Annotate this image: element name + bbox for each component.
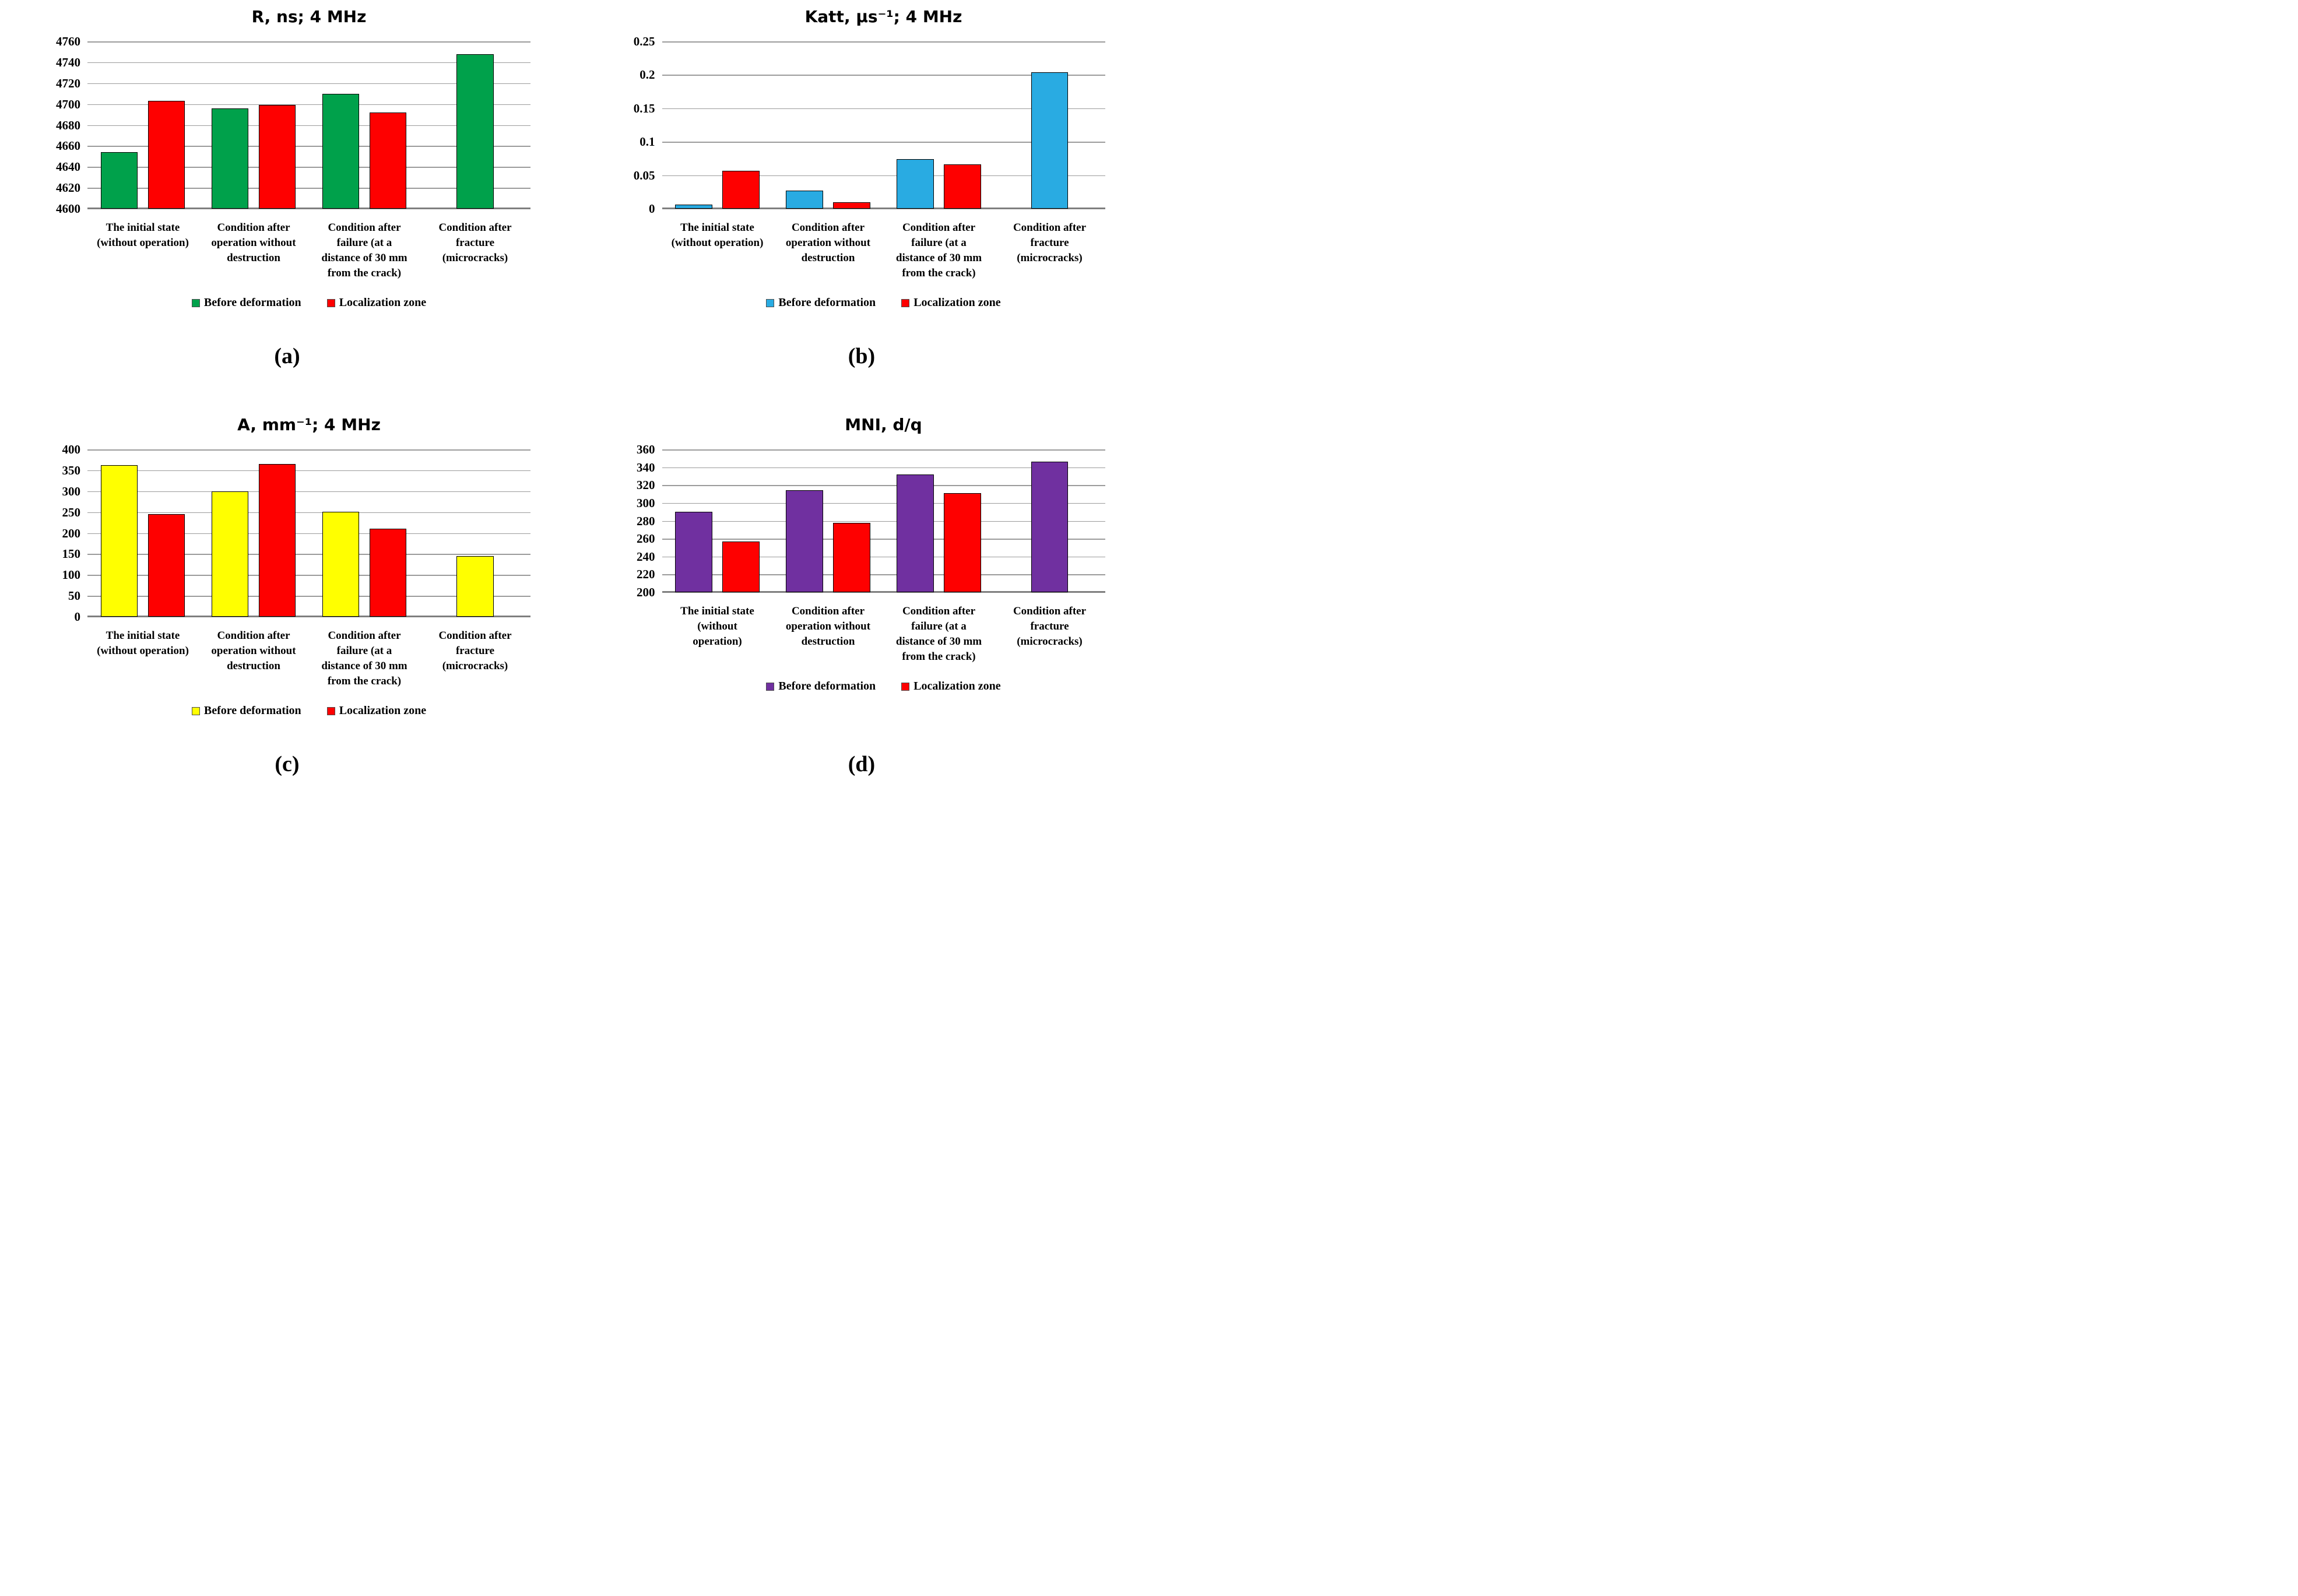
y-tick-label: 340 [637,460,655,474]
plot-grid [662,449,1105,592]
y-tick-label: 4760 [56,34,80,48]
y-axis [619,34,662,216]
x-category-label-line: The initial state [106,222,180,234]
y-tick-label: 4740 [56,55,80,69]
x-category-label-line: operation) [693,635,742,648]
legend-swatch-icon [766,299,774,307]
bar-before-deformation [897,159,934,209]
legend [87,704,530,718]
legend-item [192,296,301,310]
chart-title: MNI, d/q [845,415,922,434]
y-tick-label: 0 [649,202,655,216]
x-category-label-line: The initial state [680,222,754,234]
gridline [662,41,1105,43]
legend-item [901,296,1000,310]
legend-label: Before deformation [778,680,876,692]
x-category-label-line: Condition after [217,630,290,642]
bar-localization-zone [259,105,296,209]
y-tick-label: 220 [637,567,655,582]
legend-label: Localization zone [913,296,1001,309]
y-axis [619,442,662,599]
panel-letter: (b) [848,344,876,368]
legend-label: Localization zone [339,296,427,309]
x-category-label-line: Condition after [328,630,401,642]
bar-localization-zone [944,493,981,592]
x-category-label-line: from the crack) [902,267,976,279]
legend-swatch-icon [327,707,335,715]
y-tick-label: 100 [62,568,80,582]
x-category-label-line: from the crack) [327,675,402,687]
gridline [87,470,530,472]
x-category-label-line: (microcracks) [1017,252,1083,264]
y-tick-label: 0 [74,610,80,624]
y-tick-label: 150 [62,547,80,561]
y-tick-label: 0.05 [633,168,655,182]
bar-before-deformation [212,108,249,209]
bar-localization-zone [370,529,407,617]
bar-localization-zone [722,171,760,209]
legend-item [327,704,426,718]
chart-panel-d [619,408,1105,798]
x-category-label-line: Condition after [217,222,290,234]
bar-before-deformation [456,54,494,209]
x-category-label-line: (without operation) [97,645,189,657]
x-category-label-line: (without [697,620,737,632]
x-category-label-line: Condition after [1013,605,1087,617]
y-tick-label: 4620 [56,181,80,195]
gridline [87,41,530,43]
x-axis-labels [662,220,1105,283]
x-category-label-line: destruction [801,252,855,264]
legend-label: Before deformation [778,296,876,309]
y-tick-label: 400 [62,442,80,456]
plot-grid [87,449,530,617]
x-category-label [875,604,1003,665]
y-tick-label: 300 [62,484,80,498]
x-category-label-line: failure (at a [911,620,967,632]
plot-area [619,442,1105,599]
bar-before-deformation [1031,72,1069,209]
chart-title: R, ns; 4 MHz [251,7,367,26]
x-category-label-line: Condition after [791,222,865,234]
x-category-label [875,220,1003,281]
x-category-label [301,628,428,689]
x-axis-labels [662,604,1105,667]
y-tick-label: 4600 [56,202,80,216]
legend-label: Localization zone [913,680,1001,692]
bar-before-deformation [322,94,360,209]
legend-swatch-icon [766,683,774,691]
x-category-label-line: distance of 30 mm [895,635,982,648]
panel-letter: (c) [275,752,300,776]
x-category-label-line: fracture [1030,237,1069,249]
y-tick-label: 200 [62,526,80,540]
x-category-label-line: (without operation) [671,237,764,249]
gridline [87,491,530,493]
x-category-label-line: Condition after [438,222,512,234]
bar-before-deformation [101,152,138,209]
y-tick-label: 0.1 [639,135,655,149]
gridline [662,449,1105,451]
panel-letter: (d) [848,752,876,776]
plot-grid [662,41,1105,209]
x-category-label-line: operation without [211,645,296,657]
bar-before-deformation [897,474,934,592]
plot-area [619,34,1105,216]
x-category-label-line: destruction [227,252,280,264]
x-category-label-line: distance of 30 mm [321,252,407,264]
bar-localization-zone [148,101,185,209]
x-category-label-line: Condition after [902,605,976,617]
x-category-label-line: distance of 30 mm [321,660,407,672]
legend-swatch-icon [901,299,909,307]
figure-page [0,0,1149,798]
x-category-label-line: Condition after [328,222,401,234]
chart-panel-c [44,408,530,798]
x-category-label-line: operation without [785,620,871,632]
x-category-label [986,604,1113,649]
x-category-label-line: (microcracks) [442,252,508,264]
y-axis [44,442,87,624]
x-category-label-line: The initial state [106,630,180,642]
bar-before-deformation [1031,462,1069,592]
x-category-label-line: fracture [455,237,495,249]
x-category-label-line: (microcracks) [442,660,508,672]
x-category-label [764,604,892,649]
x-axis-labels [87,628,530,691]
x-category-label-line: failure (at a [336,645,392,657]
x-category-label [412,220,539,266]
legend [87,296,530,310]
x-category-label-line: Condition after [791,605,865,617]
y-tick-label: 250 [62,505,80,519]
y-tick-label: 4640 [56,160,80,174]
x-category-label-line: fracture [455,645,495,657]
legend-item [901,680,1000,693]
legend-swatch-icon [327,299,335,307]
x-category-label-line: failure (at a [336,237,392,249]
bar-before-deformation [786,490,823,592]
bar-localization-zone [833,202,870,209]
y-tick-label: 4700 [56,97,80,111]
x-category-label [301,220,428,281]
y-tick-label: 200 [637,585,655,599]
plot-area [44,442,530,624]
bar-before-deformation [786,191,823,209]
bar-before-deformation [322,512,360,617]
y-tick-label: 300 [637,495,655,510]
x-category-label-line: fracture [1030,620,1069,632]
legend [662,680,1105,693]
x-category-label [79,628,207,659]
legend-item [766,680,876,693]
x-category-label-line: failure (at a [911,237,967,249]
legend [662,296,1105,310]
x-category-label-line: (microcracks) [1017,635,1083,648]
x-category-label [190,628,318,674]
bar-localization-zone [370,113,407,209]
x-category-label [764,220,892,266]
y-tick-label: 50 [68,589,80,603]
y-tick-label: 0.15 [633,101,655,115]
x-category-label-line: operation without [211,237,296,249]
y-tick-label: 240 [637,549,655,564]
x-category-label-line: Condition after [902,222,976,234]
plot-area [44,34,530,216]
x-category-label-line: from the crack) [902,651,976,663]
y-tick-label: 4660 [56,139,80,153]
chart-title: A, mm⁻¹; 4 MHz [237,415,381,434]
y-tick-label: 0.2 [639,68,655,82]
x-category-label-line: destruction [227,660,280,672]
x-category-label-line: Condition after [1013,222,1087,234]
legend-label: Localization zone [339,704,427,717]
x-category-label-line: destruction [801,635,855,648]
x-axis-labels [87,220,530,283]
x-category-label [653,604,781,649]
y-tick-label: 4680 [56,118,80,132]
bar-before-deformation [101,465,138,617]
y-tick-label: 350 [62,463,80,477]
bar-localization-zone [259,464,296,617]
chart-title: Katt, μs⁻¹; 4 MHz [804,7,962,26]
x-category-label-line: from the crack) [327,267,402,279]
bar-before-deformation [675,205,712,209]
x-category-label-line: distance of 30 mm [895,252,982,264]
y-tick-label: 320 [637,478,655,493]
legend-swatch-icon [901,683,909,691]
y-tick-label: 0.25 [633,34,655,48]
y-tick-label: 360 [637,442,655,456]
y-tick-label: 4720 [56,76,80,90]
x-category-label [190,220,318,266]
y-axis [44,34,87,216]
bar-localization-zone [944,164,981,209]
x-category-label [653,220,781,251]
x-category-label [79,220,207,251]
plot-grid [87,41,530,209]
panel-letter: (a) [274,344,300,368]
legend-item [327,296,426,310]
x-category-label [412,628,539,674]
x-category-label-line: (without operation) [97,237,189,249]
legend-label: Before deformation [203,704,301,717]
bar-before-deformation [675,512,712,592]
x-category-label [986,220,1113,266]
bar-before-deformation [212,491,249,617]
legend-label: Before deformation [203,296,301,309]
legend-swatch-icon [192,299,200,307]
bar-localization-zone [722,542,760,592]
bar-localization-zone [148,514,185,617]
y-tick-label: 280 [637,514,655,528]
chart-panel-b [619,0,1105,408]
x-category-label-line: operation without [785,237,871,249]
gridline [87,449,530,451]
bar-localization-zone [833,523,870,592]
gridline [87,512,530,514]
bar-before-deformation [456,556,494,617]
y-tick-label: 260 [637,532,655,546]
legend-item [192,704,301,718]
legend-item [766,296,876,310]
x-category-label-line: The initial state [680,605,754,617]
chart-panel-a [44,0,530,408]
legend-swatch-icon [192,707,200,715]
x-category-label-line: Condition after [438,630,512,642]
